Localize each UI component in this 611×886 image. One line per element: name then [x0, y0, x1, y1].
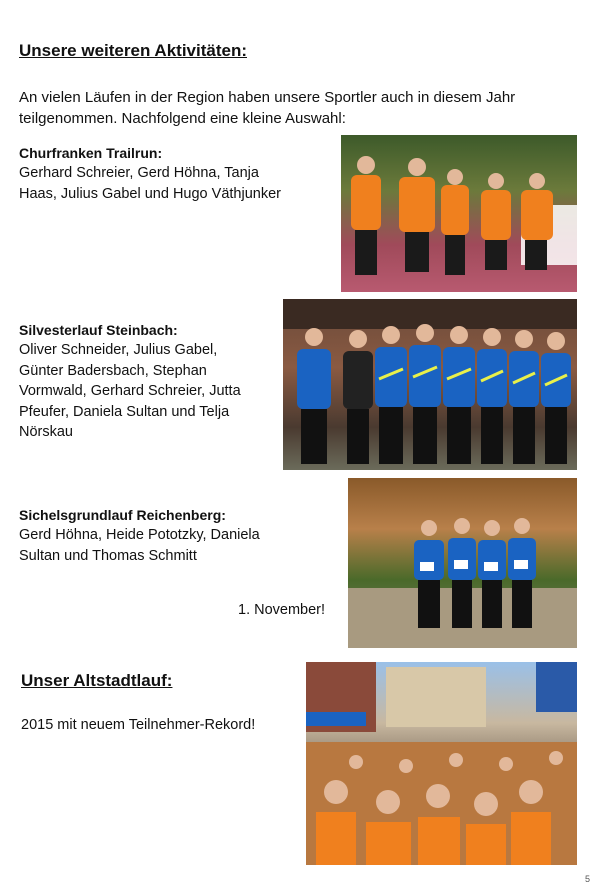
silvesterlauf-group-illustration [283, 299, 577, 470]
altstadtlauf-text: 2015 mit neuem Teilnehmer-Rekord! [21, 717, 256, 733]
photo-trailrun [341, 135, 577, 292]
event-names-silvesterlauf: Oliver Schneider, Julius Gabel, Günter Badersbach, Stephan Vormwald, Gerhard Schreier, Jutta Pfeufer, Daniela Sultan und Telja Nörskau [19, 342, 241, 440]
section-heading-activities: Unsere weiteren Aktivitäten: [19, 41, 247, 60]
photo-altstadtlauf [306, 662, 577, 865]
sichelsgrundlauf-group-illustration [348, 478, 577, 648]
event-names-churfranken: Gerhard Schreier, Gerd Höhna, Tanja Haas, Julius Gabel und Hugo Väthjunker [19, 165, 281, 202]
section-heading-altstadtlauf: Unser Altstadtlauf: [21, 671, 173, 690]
event-title-churfranken: Churfranken Trailrun: [19, 145, 163, 161]
intro-paragraph: An vielen Läufen in der Region haben unsere Sportler auch in diesem Jahr teilgenommen. Nachfolgend eine kleine Auswahl: [19, 89, 516, 127]
event-title-silvesterlauf: Silvesterlauf Steinbach: [19, 322, 178, 338]
page-number: 5 [585, 874, 591, 884]
altstadtlauf-crowd-illustration [306, 662, 577, 865]
event-names-sichelsgrundlauf: Gerd Höhna, Heide Pototzky, Daniela Sultan und Thomas Schmitt [19, 527, 260, 564]
event-title-sichelsgrundlauf: Sichelsgrundlauf Reichenberg: [19, 507, 226, 523]
trailrun-runners-illustration [341, 135, 577, 292]
photo-silvesterlauf [283, 299, 577, 470]
event-date-note: 1. November! [238, 602, 326, 618]
photo-sichelsgrundlauf [348, 478, 577, 648]
